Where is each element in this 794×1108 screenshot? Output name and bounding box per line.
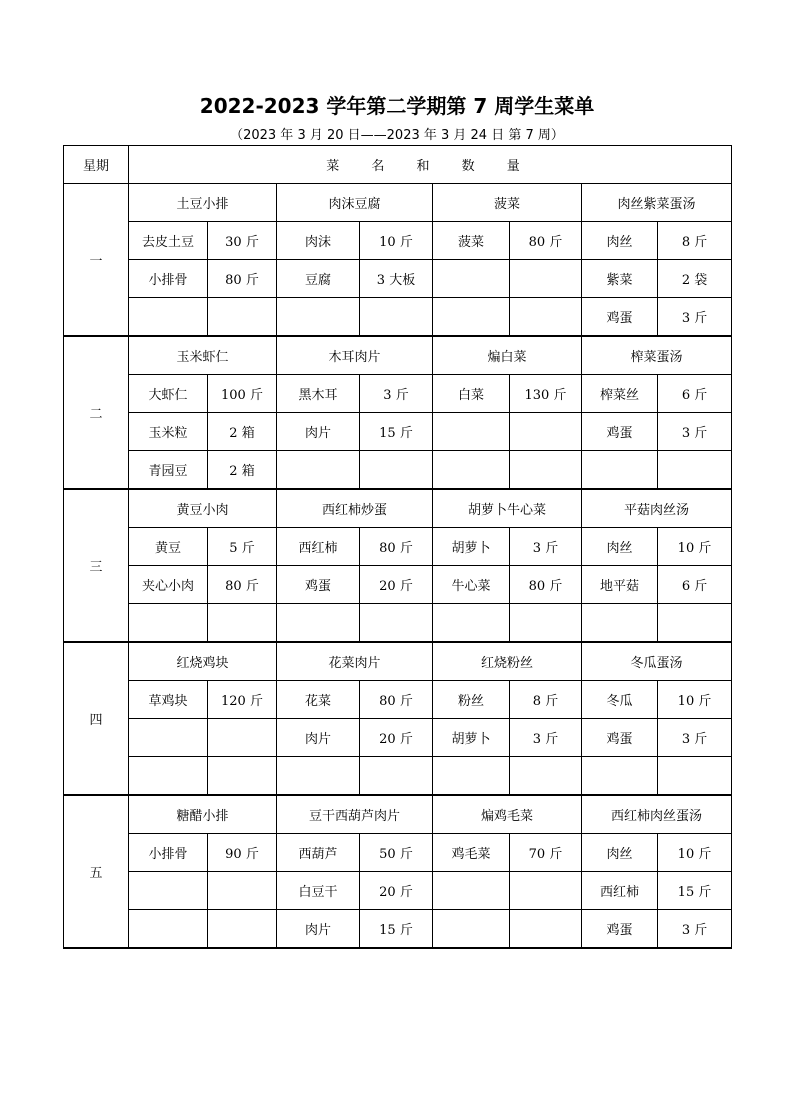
ingredient-name: 鸡蛋 bbox=[582, 910, 658, 949]
ingredient-quantity bbox=[510, 910, 582, 949]
ingredient-quantity bbox=[208, 757, 277, 796]
ingredient-name: 地平菇 bbox=[582, 566, 658, 604]
ingredient-name: 肉丝 bbox=[582, 528, 658, 566]
ingredient-name bbox=[129, 910, 208, 949]
ingredient-name bbox=[582, 451, 658, 490]
ingredient-row bbox=[64, 375, 732, 413]
ingredient-quantity bbox=[510, 604, 582, 643]
ingredient-quantity: 3 斤 bbox=[510, 719, 582, 757]
dish-name-row bbox=[64, 489, 732, 528]
page-title: 2022-2023 学年第二学期第 7 周学生菜单 bbox=[199, 94, 595, 118]
ingredient-name: 肉片 bbox=[277, 413, 360, 451]
ingredient-quantity: 15 斤 bbox=[360, 413, 433, 451]
ingredient-quantity: 80 斤 bbox=[208, 566, 277, 604]
ingredient-name bbox=[433, 413, 510, 451]
ingredient-quantity: 80 斤 bbox=[208, 260, 277, 298]
dish-name: 红烧粉丝 bbox=[433, 642, 582, 681]
ingredient-quantity bbox=[510, 872, 582, 910]
ingredient-quantity: 3 斤 bbox=[360, 375, 433, 413]
ingredient-name: 夹心小肉 bbox=[129, 566, 208, 604]
dish-name: 豆干西葫芦肉片 bbox=[277, 795, 433, 834]
ingredient-name bbox=[277, 757, 360, 796]
ingredient-name bbox=[582, 757, 658, 796]
ingredient-quantity bbox=[360, 298, 433, 337]
ingredient-quantity bbox=[510, 298, 582, 337]
ingredient-row bbox=[64, 260, 732, 298]
ingredient-name bbox=[433, 872, 510, 910]
ingredient-name: 西葫芦 bbox=[277, 834, 360, 872]
ingredient-name bbox=[277, 298, 360, 337]
dish-name: 花菜肉片 bbox=[277, 642, 433, 681]
ingredient-quantity bbox=[360, 757, 433, 796]
ingredient-quantity bbox=[208, 719, 277, 757]
ingredient-quantity: 10 斤 bbox=[658, 834, 732, 872]
table-header-row bbox=[64, 146, 732, 184]
ingredient-quantity: 2 箱 bbox=[208, 413, 277, 451]
ingredient-name bbox=[129, 757, 208, 796]
dish-name-row bbox=[64, 795, 732, 834]
ingredient-name: 肉片 bbox=[277, 719, 360, 757]
dish-name-row bbox=[64, 642, 732, 681]
ingredient-quantity: 80 斤 bbox=[360, 681, 433, 719]
ingredient-name: 肉丝 bbox=[582, 834, 658, 872]
ingredient-name: 肉片 bbox=[277, 910, 360, 949]
ingredient-name bbox=[129, 604, 208, 643]
day-cell: 二 bbox=[64, 336, 129, 489]
ingredient-name bbox=[433, 757, 510, 796]
ingredient-name: 玉米粒 bbox=[129, 413, 208, 451]
ingredient-name: 小排骨 bbox=[129, 834, 208, 872]
dish-name: 菠菜 bbox=[433, 184, 582, 222]
ingredient-quantity bbox=[510, 413, 582, 451]
ingredient-quantity: 3 斤 bbox=[658, 719, 732, 757]
ingredient-name: 鸡蛋 bbox=[582, 413, 658, 451]
ingredient-quantity: 30 斤 bbox=[208, 222, 277, 260]
ingredient-name bbox=[277, 451, 360, 490]
ingredient-quantity bbox=[360, 604, 433, 643]
dish-name: 西红柿肉丝蛋汤 bbox=[582, 795, 732, 834]
ingredient-name: 西红柿 bbox=[277, 528, 360, 566]
ingredient-quantity: 15 斤 bbox=[360, 910, 433, 949]
ingredient-quantity: 5 斤 bbox=[208, 528, 277, 566]
dish-name: 肉丝紫菜蛋汤 bbox=[582, 184, 732, 222]
ingredient-name: 粉丝 bbox=[433, 681, 510, 719]
ingredient-quantity: 10 斤 bbox=[658, 681, 732, 719]
ingredient-quantity: 130 斤 bbox=[510, 375, 582, 413]
ingredient-name bbox=[433, 910, 510, 949]
dish-name-row bbox=[64, 184, 732, 222]
dish-name: 煸鸡毛菜 bbox=[433, 795, 582, 834]
ingredient-quantity: 8 斤 bbox=[658, 222, 732, 260]
ingredient-quantity: 3 大板 bbox=[360, 260, 433, 298]
ingredient-quantity bbox=[658, 604, 732, 643]
dish-name: 肉沫豆腐 bbox=[277, 184, 433, 222]
ingredient-row bbox=[64, 222, 732, 260]
ingredient-name: 青园豆 bbox=[129, 451, 208, 490]
ingredient-row bbox=[64, 604, 732, 643]
ingredient-row bbox=[64, 451, 732, 490]
ingredient-quantity: 90 斤 bbox=[208, 834, 277, 872]
ingredient-name: 冬瓜 bbox=[582, 681, 658, 719]
ingredient-name: 菠菜 bbox=[433, 222, 510, 260]
ingredient-name bbox=[129, 298, 208, 337]
ingredient-quantity bbox=[208, 910, 277, 949]
day-column-header: 星期 bbox=[64, 146, 129, 184]
ingredient-name: 肉沫 bbox=[277, 222, 360, 260]
ingredient-name: 大虾仁 bbox=[129, 375, 208, 413]
day-cell: 三 bbox=[64, 489, 129, 642]
dish-name: 冬瓜蛋汤 bbox=[582, 642, 732, 681]
menu-table bbox=[63, 145, 732, 949]
ingredient-quantity: 6 斤 bbox=[658, 566, 732, 604]
ingredient-name: 鸡蛋 bbox=[277, 566, 360, 604]
day-cell: 五 bbox=[64, 795, 129, 948]
dishes-column-header: 菜 名 和 数 量 bbox=[129, 146, 732, 184]
ingredient-row bbox=[64, 681, 732, 719]
ingredient-name: 白豆干 bbox=[277, 872, 360, 910]
ingredient-row bbox=[64, 757, 732, 796]
ingredient-row bbox=[64, 298, 732, 337]
ingredient-quantity bbox=[360, 451, 433, 490]
ingredient-quantity bbox=[658, 757, 732, 796]
dish-name: 土豆小排 bbox=[129, 184, 277, 222]
ingredient-quantity bbox=[510, 757, 582, 796]
dish-name: 煸白菜 bbox=[433, 336, 582, 375]
ingredient-name: 豆腐 bbox=[277, 260, 360, 298]
ingredient-quantity bbox=[208, 604, 277, 643]
ingredient-quantity: 20 斤 bbox=[360, 872, 433, 910]
ingredient-row bbox=[64, 910, 732, 949]
ingredient-name: 草鸡块 bbox=[129, 681, 208, 719]
ingredient-row bbox=[64, 566, 732, 604]
ingredient-quantity: 120 斤 bbox=[208, 681, 277, 719]
dish-name: 平菇肉丝汤 bbox=[582, 489, 732, 528]
ingredient-quantity bbox=[510, 260, 582, 298]
ingredient-name: 西红柿 bbox=[582, 872, 658, 910]
ingredient-name bbox=[129, 872, 208, 910]
ingredient-quantity: 100 斤 bbox=[208, 375, 277, 413]
ingredient-name bbox=[433, 260, 510, 298]
ingredient-name bbox=[433, 298, 510, 337]
ingredient-name: 鸡蛋 bbox=[582, 719, 658, 757]
ingredient-name: 花菜 bbox=[277, 681, 360, 719]
ingredient-quantity: 3 斤 bbox=[658, 910, 732, 949]
ingredient-name bbox=[582, 604, 658, 643]
ingredient-quantity: 2 箱 bbox=[208, 451, 277, 490]
ingredient-quantity: 3 斤 bbox=[510, 528, 582, 566]
ingredient-quantity bbox=[208, 298, 277, 337]
ingredient-name: 小排骨 bbox=[129, 260, 208, 298]
dish-name: 红烧鸡块 bbox=[129, 642, 277, 681]
ingredient-name: 鸡毛菜 bbox=[433, 834, 510, 872]
ingredient-quantity: 80 斤 bbox=[510, 566, 582, 604]
ingredient-quantity: 15 斤 bbox=[658, 872, 732, 910]
ingredient-name: 黑木耳 bbox=[277, 375, 360, 413]
dish-name: 黄豆小肉 bbox=[129, 489, 277, 528]
ingredient-name: 胡萝卜 bbox=[433, 528, 510, 566]
ingredient-quantity: 80 斤 bbox=[510, 222, 582, 260]
dish-name-row bbox=[64, 336, 732, 375]
ingredient-quantity: 3 斤 bbox=[658, 298, 732, 337]
ingredient-name bbox=[433, 451, 510, 490]
ingredient-quantity: 50 斤 bbox=[360, 834, 433, 872]
ingredient-quantity: 70 斤 bbox=[510, 834, 582, 872]
ingredient-name: 榨菜丝 bbox=[582, 375, 658, 413]
ingredient-name: 紫菜 bbox=[582, 260, 658, 298]
ingredient-row bbox=[64, 719, 732, 757]
ingredient-quantity bbox=[208, 872, 277, 910]
ingredient-row bbox=[64, 413, 732, 451]
ingredient-name: 肉丝 bbox=[582, 222, 658, 260]
ingredient-name bbox=[433, 604, 510, 643]
ingredient-quantity: 6 斤 bbox=[658, 375, 732, 413]
ingredient-row bbox=[64, 834, 732, 872]
ingredient-name: 白菜 bbox=[433, 375, 510, 413]
ingredient-quantity bbox=[510, 451, 582, 490]
dish-name: 糖醋小排 bbox=[129, 795, 277, 834]
ingredient-quantity bbox=[658, 451, 732, 490]
ingredient-name: 黄豆 bbox=[129, 528, 208, 566]
ingredient-name: 去皮土豆 bbox=[129, 222, 208, 260]
ingredient-quantity: 10 斤 bbox=[360, 222, 433, 260]
dish-name: 胡萝卜牛心菜 bbox=[433, 489, 582, 528]
ingredient-quantity: 10 斤 bbox=[658, 528, 732, 566]
dish-name: 榨菜蛋汤 bbox=[582, 336, 732, 375]
ingredient-row bbox=[64, 528, 732, 566]
dish-name: 木耳肉片 bbox=[277, 336, 433, 375]
ingredient-quantity: 20 斤 bbox=[360, 566, 433, 604]
ingredient-quantity: 20 斤 bbox=[360, 719, 433, 757]
ingredient-row bbox=[64, 872, 732, 910]
date-range-subtitle: （2023 年 3 月 20 日——2023 年 3 月 24 日 第 7 周） bbox=[230, 128, 564, 143]
ingredient-name: 鸡蛋 bbox=[582, 298, 658, 337]
ingredient-quantity: 3 斤 bbox=[658, 413, 732, 451]
ingredient-quantity: 8 斤 bbox=[510, 681, 582, 719]
ingredient-name: 胡萝卜 bbox=[433, 719, 510, 757]
ingredient-name: 牛心菜 bbox=[433, 566, 510, 604]
dish-name: 西红柿炒蛋 bbox=[277, 489, 433, 528]
day-cell: 一 bbox=[64, 184, 129, 337]
day-cell: 四 bbox=[64, 642, 129, 795]
dish-name: 玉米虾仁 bbox=[129, 336, 277, 375]
ingredient-quantity: 2 袋 bbox=[658, 260, 732, 298]
ingredient-name bbox=[277, 604, 360, 643]
ingredient-name bbox=[129, 719, 208, 757]
ingredient-quantity: 80 斤 bbox=[360, 528, 433, 566]
